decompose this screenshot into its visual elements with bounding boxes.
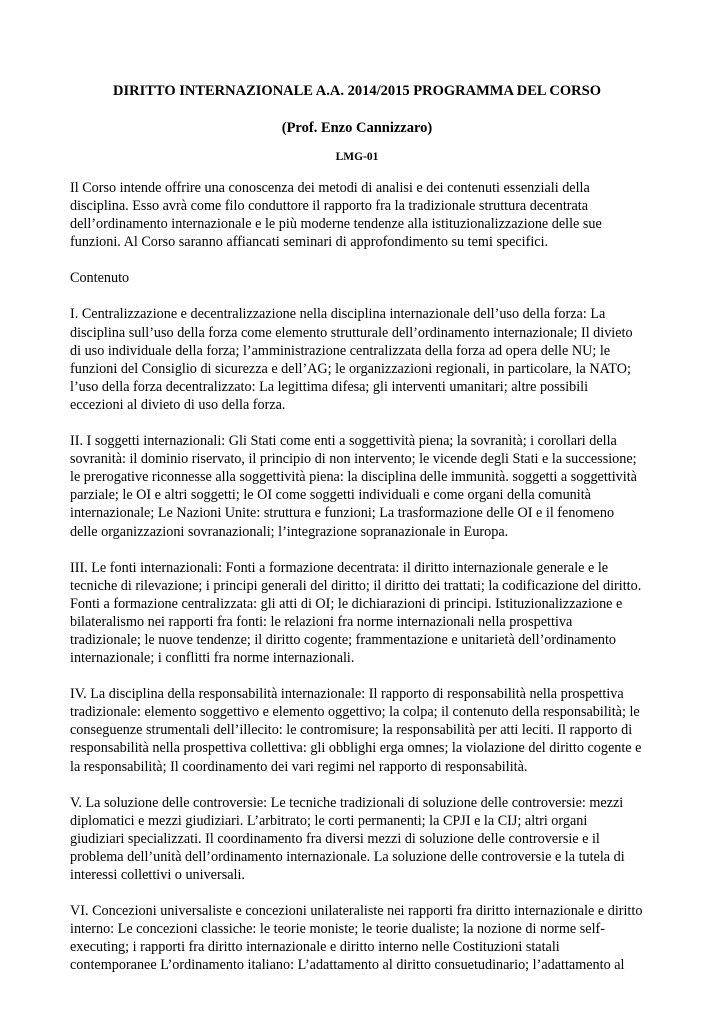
section-paragraph-3: III. Le fonti internazionali: Fonti a formazione decentrata: il diritto internazionale generale e le tecniche di rilevazione; i principi generali del diritto; il diritto dei trattati; la codificazione del diritto. Fonti a formazione centralizzata: gli atti di OI; le dichiarazioni di principi. Istituzionalizzazione e bilateralismo nei rapporti fra fonti: le relazioni fra norme internazionali nella prospettiva tradizionale; le nuove tendenze; il diritto cogente; frammentazione e unitarietà dell’ordinamento internazionale; i conflitti fra norme internazionali.: [70, 559, 642, 667]
section-paragraph-2: II. I soggetti internazionali: Gli Stati come enti a soggettività piena; la sovranità; i corollari della sovranità: il dominio riservato, il principio di non intervento; le vicende degli Stati e la successione; le prerogative riconnesse alla soggettività piena: la disciplina delle immunità. soggetti a soggettività parziale; le OI e altri soggetti; le OI come soggetti individuali e come organi della comunità internazionale; Le Nazioni Unite: struttura e funzioni; La trasformazione delle OI e il fenomeno delle organizzazioni sovranazionali; l’integrazione sopranazionale in Europa.: [70, 433, 637, 540]
contents-heading: Contenuto: [70, 270, 130, 287]
document-page: [70, 82, 644, 992]
section-paragraph-6: VI. Concezioni universaliste e concezioni unilateraliste nei rapporti fra diritto internazionale e diritto interno: Le concezioni classiche: le teorie moniste; le teorie dualiste; la nozione di norme self-executing; i rapporti fra diritto internazionale e diritto interno nelle Costituzioni statali contemporanee L’ordinamento italiano: L’adattamento al diritto consuetudinario; l’adattamento al: [70, 903, 643, 974]
section-paragraph-4: IV. La disciplina della responsabilità internazionale: Il rapporto di responsabilità nella prospettiva tradizionale: elemento soggettivo e elemento oggettivo; la colpa; il contenuto della responsabilità; le conseguenze strumentali dell’illecito: le contromisure; la responsabilità per atti leciti. Il rapporto di responsabilità nella prospettiva collettiva: gli obblighi erga omnes; la violazione del diritto cogente e la responsabilità; Il coordinamento dei vari regimi nel rapporto di responsabilità.: [70, 686, 642, 775]
section-paragraph-5: V. La soluzione delle controversie: Le tecniche tradizionali di soluzione delle controversie: mezzi diplomatici e mezzi giudiziari. L’arbitrato; le corti permanenti; la CPJI e la CIJ; altri organi giudiziari specializzati. Il coordinamento fra diversi mezzi di soluzione delle controversie e il problema dell’unità dell’ordinamento internazionale. La soluzione delle controversie e la tutela di interessi collettivi o universali.: [70, 794, 625, 883]
intro-paragraph: Il Corso intende offrire una conoscenza dei metodi di analisi e dei contenuti essenziali della disciplina. Esso avrà come filo conduttore il rapporto fra la tradizionale struttura decentrata dell’ordinamento internazionale e le più moderne tendenze alla istituzionalizzazione delle sue funzioni. Al Corso saranno affiancati seminari di approfondimento su temi specifici.: [70, 180, 602, 251]
course-code: LMG-01: [335, 151, 379, 163]
document-author: (Prof. Enzo Cannizzaro): [281, 120, 433, 136]
document-title: DIRITTO INTERNAZIONALE A.A. 2014/2015 PROGRAMMA DEL CORSO: [113, 83, 601, 99]
section-paragraph-1: I. Centralizzazione e decentralizzazione nella disciplina internazionale dell’uso della forza: La disciplina sull’uso della forza come elemento strutturale dell’ordinamento internazionale; Il divieto di uso individuale della forza; l’amministrazione centralizzata della forza ad opera delle NU; le funzioni del Consiglio di sicurezza e dell’AG; le organizzazioni regionali, in particolare, la NATO; l’uso della forza decentralizzato: La legittima difesa; gli interventi umanitari; altre possibili eccezioni al divieto di uso della forza.: [70, 306, 633, 413]
